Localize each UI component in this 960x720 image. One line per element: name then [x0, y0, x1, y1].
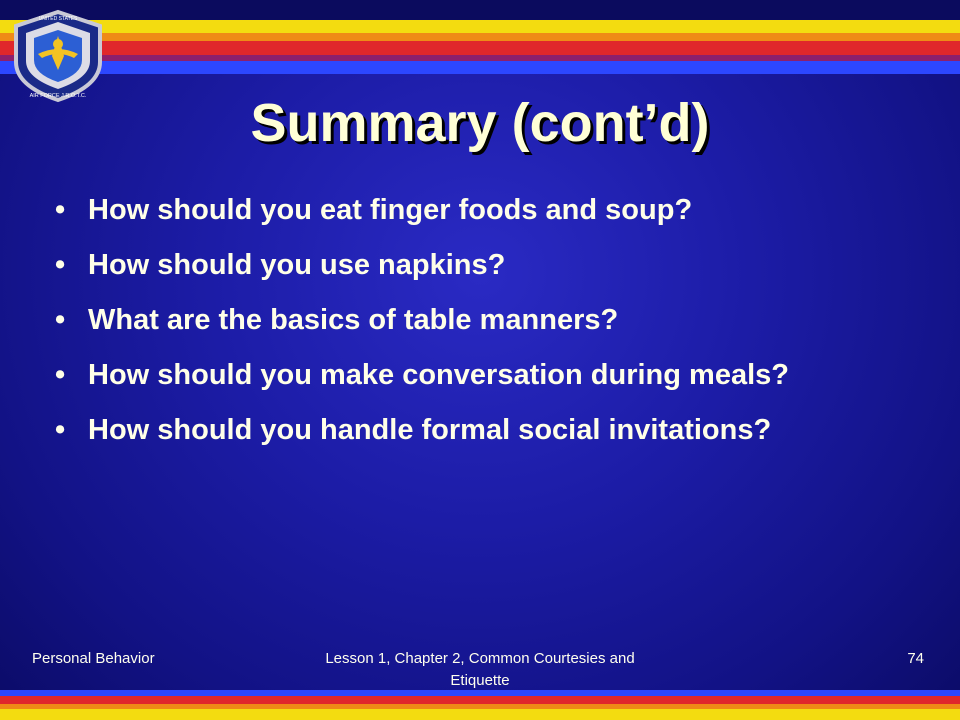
bullet-icon: • — [55, 304, 66, 336]
slide-title: Summary (cont’d) — [250, 93, 710, 153]
footer-course-name: Personal Behavior — [32, 650, 155, 667]
bullet-text: How should you eat finger foods and soup? — [88, 194, 693, 226]
bullet-text: What are the basics of table manners? — [88, 304, 619, 336]
bullet-item — [55, 192, 885, 228]
bullet-icon: • — [55, 359, 66, 391]
top-stripes — [0, 0, 960, 90]
seal-text-top: UNITED STATES — [38, 16, 78, 22]
seal-text-bottom: AIR FORCE J.R.O.T.C. — [29, 93, 87, 99]
bullet-item — [55, 357, 885, 393]
bullet-list — [55, 192, 885, 467]
bullet-text: How should you use napkins? — [88, 249, 506, 281]
bullet-item — [55, 302, 885, 338]
bullet-item — [55, 412, 885, 448]
bullet-icon: • — [55, 414, 66, 446]
bullet-icon: • — [55, 194, 66, 226]
bullet-item — [55, 247, 885, 283]
bottom-stripes — [0, 690, 960, 720]
bullet-icon: • — [55, 249, 66, 281]
bullet-text: How should you make conversation during meals? — [88, 359, 789, 391]
slide-number: 74 — [907, 650, 924, 667]
afjrotc-seal-icon — [8, 8, 108, 103]
footer-lesson-title: Lesson 1, Chapter 2, Common Courtesies and Etiquette — [325, 650, 635, 689]
bullet-text: How should you handle formal social invitations? — [88, 414, 772, 446]
